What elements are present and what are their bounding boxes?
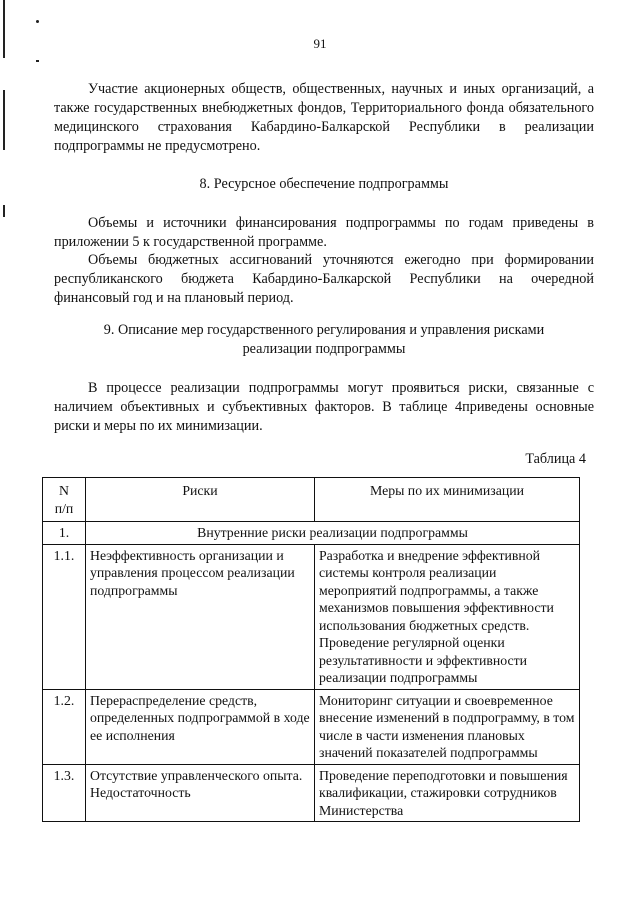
header-risks: Риски: [86, 478, 315, 522]
header-num-line2: п/п: [54, 500, 74, 516]
row-measures: Проведение переподготовки и повышения квалификации, стажировки сотрудников Министерства: [315, 764, 580, 822]
row-risk-text: Недостаточность: [90, 785, 191, 800]
paragraph-risks-intro: В процессе реализации подпрограммы могут проявиться риски, связанные с наличием объективных и субъективных факторов. В таблице 4приведены основные риски и меры по их минимизации.: [54, 380, 594, 434]
row-num: 1.3.: [43, 764, 86, 822]
row-risk: [86, 764, 315, 822]
paragraph-participation: Участие акционерных обществ, общественных, научных и иных организаций, а также государственных внебюджетных фондов, Территориального фонда обязательного медицинского страхования Кабардино-Балкарской Республики в реализации подпрограммы не предусмотрено.: [54, 81, 594, 154]
risks-table: [42, 477, 580, 822]
table-caption: Таблица 4: [525, 451, 586, 467]
paragraph-financing-sources: Объемы и источники финансирования подпрограммы по годам приведены в приложении 5 к государственной программе.: [54, 215, 594, 250]
table-row: [43, 544, 580, 689]
scan-mark: [3, 205, 5, 217]
section-heading-9-line1: 9. Описание мер государственного регулирования и управления рисками: [103, 322, 545, 338]
header-num-line1: N: [59, 483, 69, 498]
section-heading-8: 8. Ресурсное обеспечение подпрограммы: [199, 176, 449, 192]
row-risk: Перераспределение средств, определенных подпрограммой в ходе ее исполнения: [86, 689, 315, 764]
section-num: 1.: [43, 522, 86, 545]
row-measures: [315, 544, 580, 689]
row-measures: Мониторинг ситуации и своевременное внесение изменений в подпрограмму, в том числе в части изменения плановых значений показателей подпрограммы: [315, 689, 580, 764]
section-heading-9-line2: реализации подпрограммы: [242, 341, 406, 357]
section-title: Внутренние риски реализации подпрограммы: [86, 522, 580, 545]
table-header-row: [43, 478, 580, 522]
row-measure-text: Разработка и внедрение эффективной системы контроля реализации мероприятий подпрограммы, а также механизмов повышения эффективности использования бюджетных средств.: [319, 547, 554, 633]
scan-dot: [36, 20, 39, 23]
scan-dot: [36, 60, 39, 62]
header-measures: Меры по их минимизации: [315, 478, 580, 522]
row-num: 1.2.: [43, 689, 86, 764]
paragraph-budget-allocations: Объемы бюджетных ассигнований уточняются ежегодно при формировании республиканского бюджета Кабардино-Балкарской Республики на очередной финансовый год и на плановый период.: [54, 252, 594, 306]
row-num: 1.1.: [43, 544, 86, 689]
header-num: [43, 478, 86, 522]
row-risk-text: Отсутствие управленческого опыта.: [90, 767, 303, 783]
row-risk: Неэффективность организации и управления процессом реализации подпрограммы: [86, 544, 315, 689]
scan-mark: [3, 90, 5, 150]
table-row: [43, 764, 580, 822]
row-measure-text: Проведение регулярной оценки результативности и эффективности реализации подпрограммы: [319, 635, 528, 685]
page-number: 91: [313, 36, 327, 51]
table-row: [43, 689, 580, 764]
section-heading-9: [54, 321, 594, 359]
table-section-row: [43, 522, 580, 545]
